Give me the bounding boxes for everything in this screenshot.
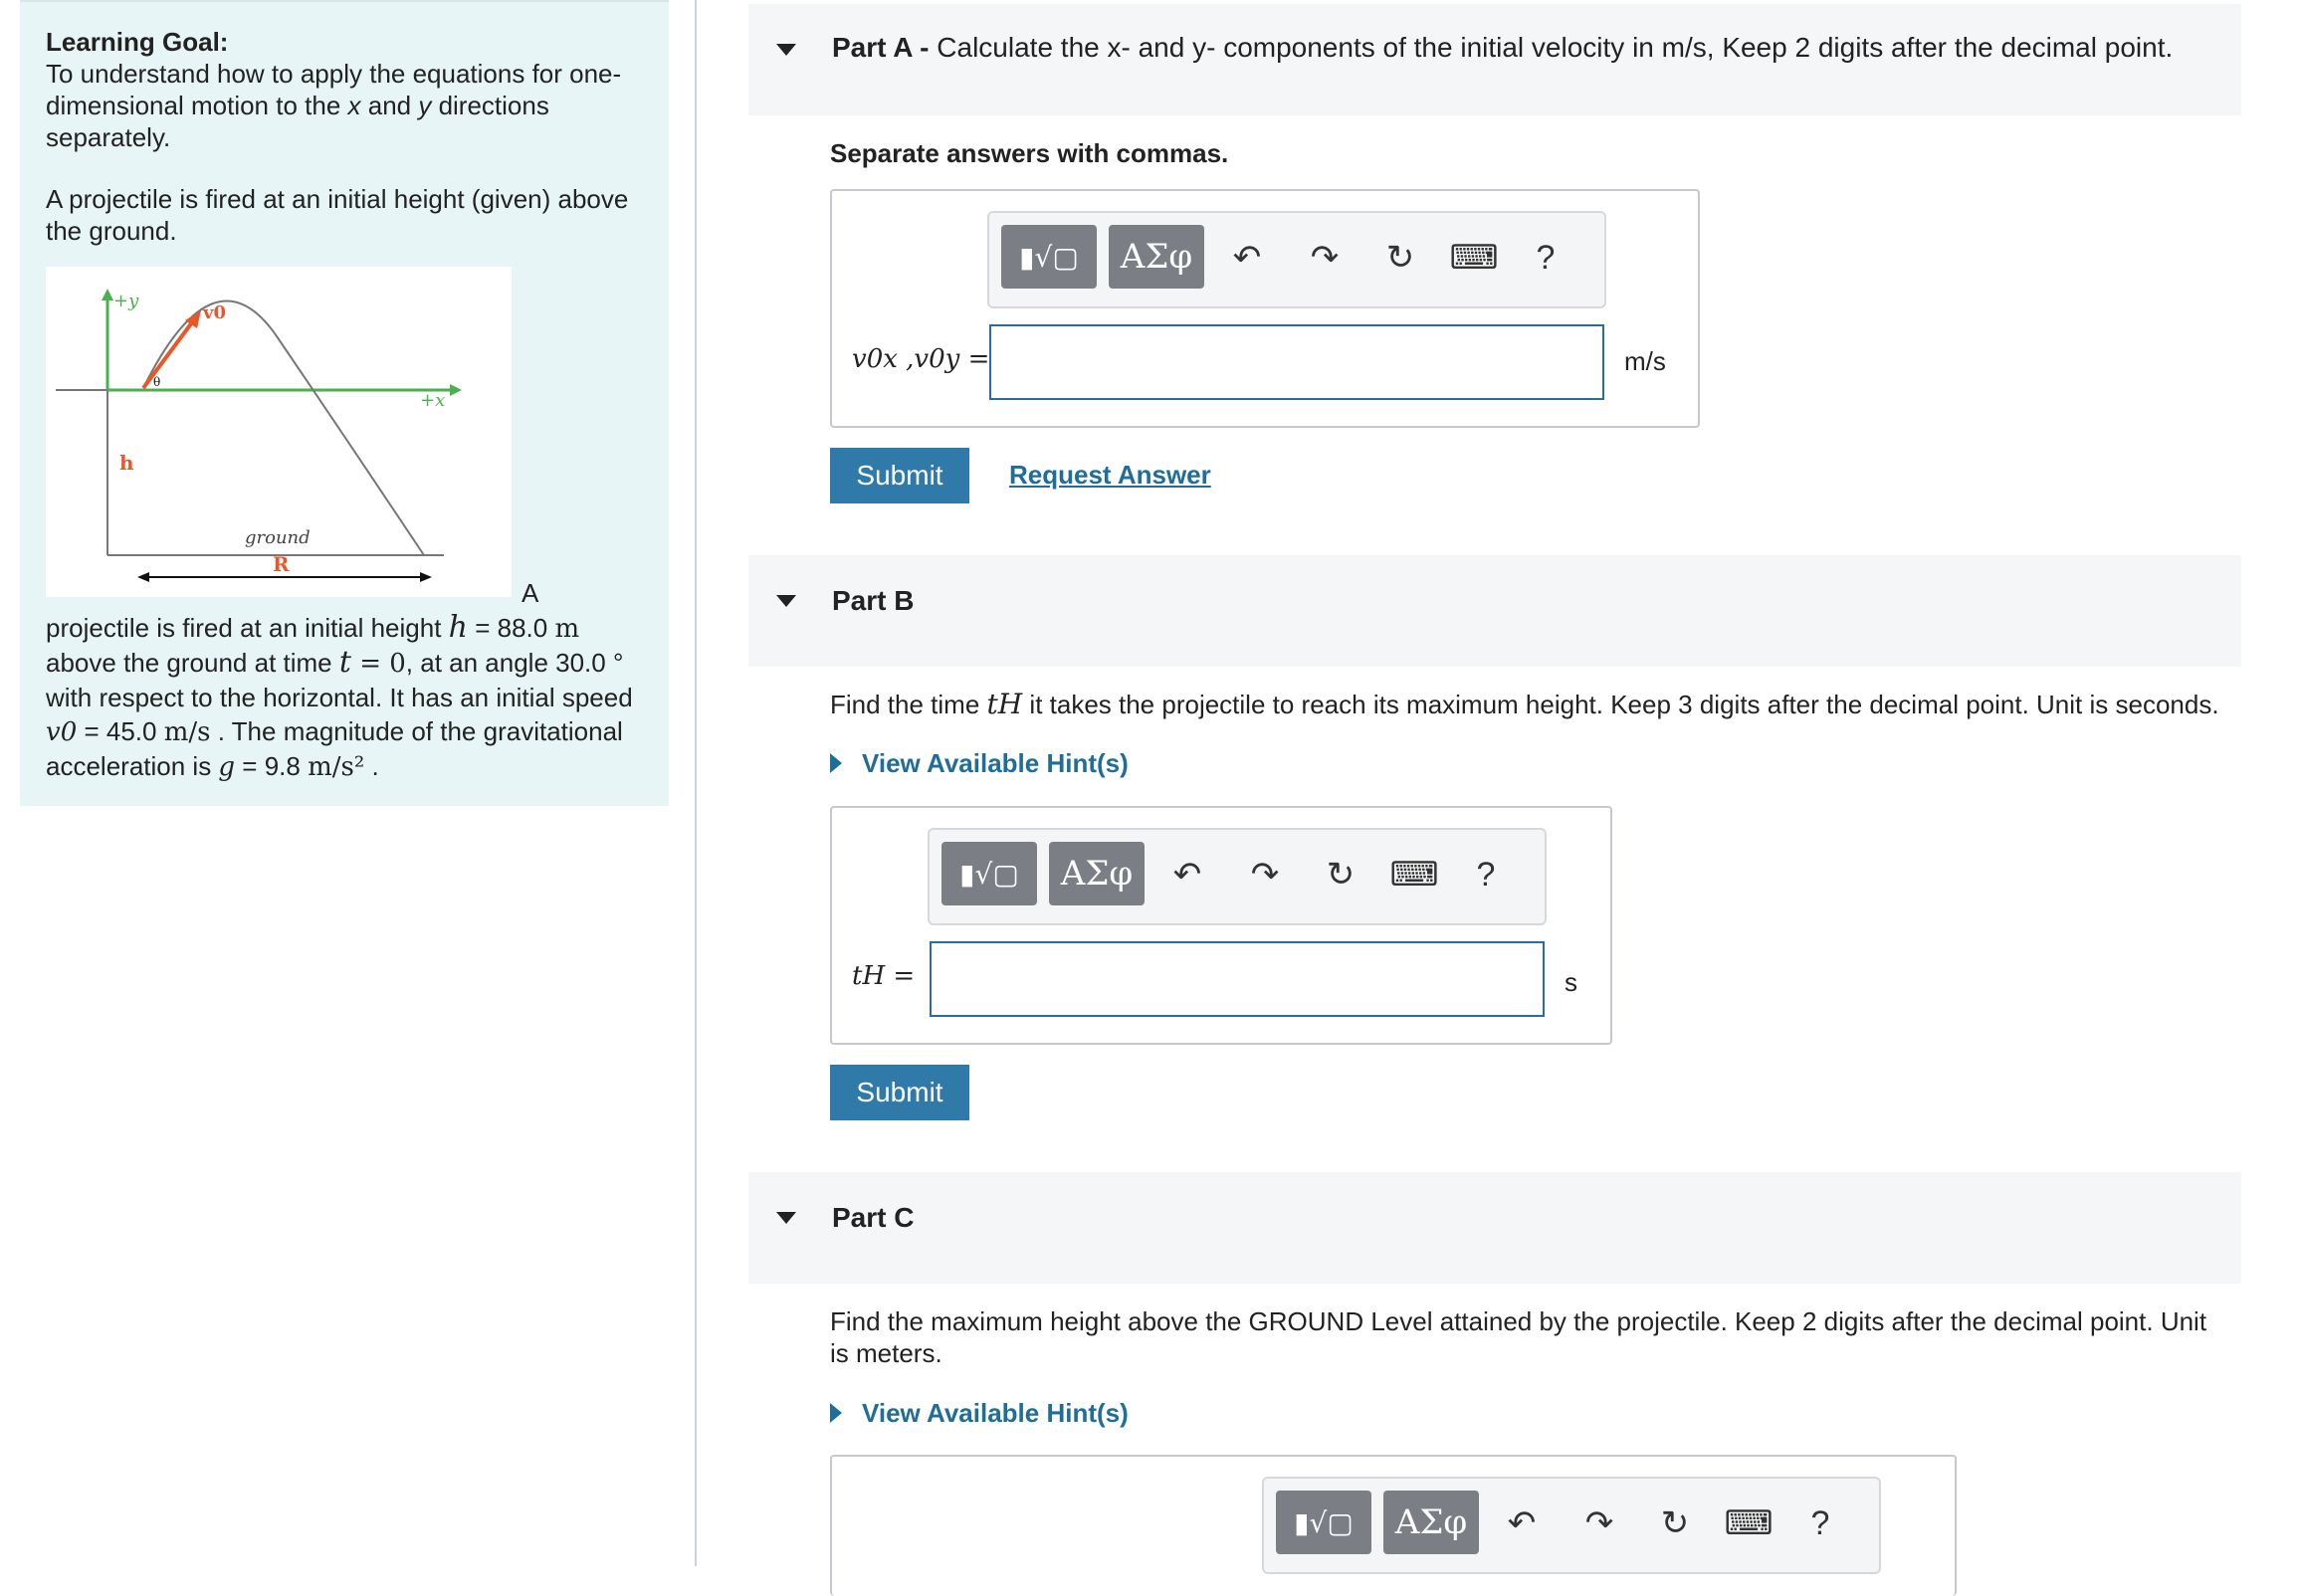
learning-goal-text: [46, 58, 643, 153]
part-a-title: Part A - Calculate the x- and y- components of the initial velocity in m/s, Keep 2 digits after the decimal point.: [832, 32, 2174, 63]
ground-label: ground: [245, 527, 311, 548]
part-a-collapse-icon[interactable]: [776, 44, 796, 56]
part-b-variable-label: tH =: [852, 961, 916, 991]
problem-line-5: acceleration is g = 9.8 m/s² .: [46, 751, 379, 782]
problem-text: [46, 611, 643, 784]
goal-and: and: [360, 91, 419, 120]
templates-button[interactable]: ▮√▢: [1001, 225, 1097, 289]
part-c-hint-link[interactable]: View Available Hint(s): [862, 1398, 1129, 1428]
part-a-unit: m/s: [1624, 346, 1666, 376]
part-a-instruction: Separate answers with commas.: [830, 138, 1229, 168]
projectile-figure: [46, 267, 512, 597]
greek-symbols-button[interactable]: ΑΣφ: [1049, 842, 1145, 905]
theta-label: θ: [153, 375, 161, 389]
problem-A: A: [522, 578, 539, 608]
keyboard-icon[interactable]: ⌨: [1724, 1504, 1774, 1542]
part-b-hint-link[interactable]: View Available Hint(s): [862, 748, 1129, 778]
part-b-description: Find the time tH it takes the projectile to reach its maximum height. Keep 3 digits after the decimal point. Unit is seconds.: [830, 688, 2219, 720]
part-b-header[interactable]: [748, 555, 2241, 667]
part-c-desc-line-1: Find the maximum height above the GROUND Level attained by the projectile. Keep 2 digits after the decimal point. Unit: [830, 1306, 2207, 1336]
reset-icon[interactable]: ↻: [1326, 856, 1356, 894]
intro-text: A projectile is fired at an initial height (given) above the ground.: [46, 184, 629, 246]
keyboard-icon[interactable]: ⌨: [1389, 856, 1439, 894]
panel-divider: [695, 0, 697, 1566]
help-icon[interactable]: ?: [1476, 855, 1496, 894]
x-axis-arrow: [450, 384, 462, 396]
templates-button[interactable]: ▮√▢: [1276, 1491, 1371, 1554]
redo-icon[interactable]: ↷: [1250, 856, 1280, 894]
part-b-submit-button[interactable]: Submit: [830, 1065, 969, 1120]
redo-icon[interactable]: ↷: [1584, 1504, 1614, 1542]
redo-icon[interactable]: ↷: [1310, 239, 1340, 277]
part-b-title: Part B: [832, 585, 915, 616]
range-arrow-left: [137, 572, 149, 582]
v0-vector: [143, 318, 195, 388]
part-c-description: [830, 1305, 2263, 1369]
part-a-submit-button[interactable]: Submit: [830, 448, 969, 503]
help-icon[interactable]: ?: [1536, 238, 1556, 277]
plus-y-label: +y: [113, 291, 139, 311]
part-b-unit: s: [1565, 967, 1577, 997]
goal-y: y: [418, 91, 432, 120]
keyboard-icon[interactable]: ⌨: [1449, 239, 1499, 277]
problem-line-1: projectile is fired at an initial height h = 88.0 m: [46, 610, 580, 645]
part-a-variable-label: v0x ,v0y =: [852, 344, 990, 374]
undo-icon[interactable]: ↶: [1232, 239, 1262, 277]
R-label: R: [273, 552, 290, 576]
goal-x: x: [347, 91, 361, 120]
greek-symbols-button[interactable]: ΑΣφ: [1383, 1491, 1479, 1554]
part-c-hint-icon[interactable]: [830, 1403, 842, 1423]
part-a-answer-input[interactable]: [989, 324, 1604, 400]
help-icon[interactable]: ?: [1810, 1503, 1830, 1542]
y-axis-arrow: [102, 289, 113, 300]
learning-goal: [46, 26, 643, 153]
undo-icon[interactable]: ↶: [1172, 856, 1202, 894]
templates-button[interactable]: ▮√▢: [941, 842, 1037, 905]
learning-goal-heading: Learning Goal:: [46, 27, 229, 57]
part-b-collapse-icon[interactable]: [776, 595, 796, 607]
part-c-desc-line-2: is meters.: [830, 1338, 942, 1368]
greek-symbols-button[interactable]: ΑΣφ: [1109, 225, 1204, 289]
problem-line-2: above the ground at time t = 0, at an angle 30.0 °: [46, 645, 624, 680]
problem-line-3: with respect to the horizontal. It has an initial speed: [46, 683, 633, 712]
projectile-diagram: [46, 267, 512, 597]
part-c-header[interactable]: [748, 1172, 2241, 1284]
trajectory: [145, 300, 424, 555]
goal-text-b: directions separately.: [46, 91, 549, 152]
plus-x-label: +x: [420, 390, 446, 411]
part-b-hint-icon[interactable]: [830, 753, 842, 773]
h-label: h: [119, 451, 134, 475]
reset-icon[interactable]: ↻: [1385, 239, 1415, 277]
range-arrow-right: [420, 572, 432, 582]
v0-label: v0: [203, 302, 226, 323]
undo-icon[interactable]: ↶: [1507, 1504, 1537, 1542]
reset-icon[interactable]: ↻: [1660, 1504, 1690, 1542]
part-c-title: Part C: [832, 1202, 915, 1233]
part-c-collapse-icon[interactable]: [776, 1212, 796, 1224]
goal-text-a: To understand how to apply the equations for one-dimensional motion to the: [46, 59, 622, 120]
request-answer-link[interactable]: Request Answer: [1009, 460, 1211, 490]
part-b-answer-input[interactable]: [930, 941, 1545, 1017]
problem-line-4: v0 = 45.0 m/s . The magnitude of the gravitational: [46, 716, 623, 747]
